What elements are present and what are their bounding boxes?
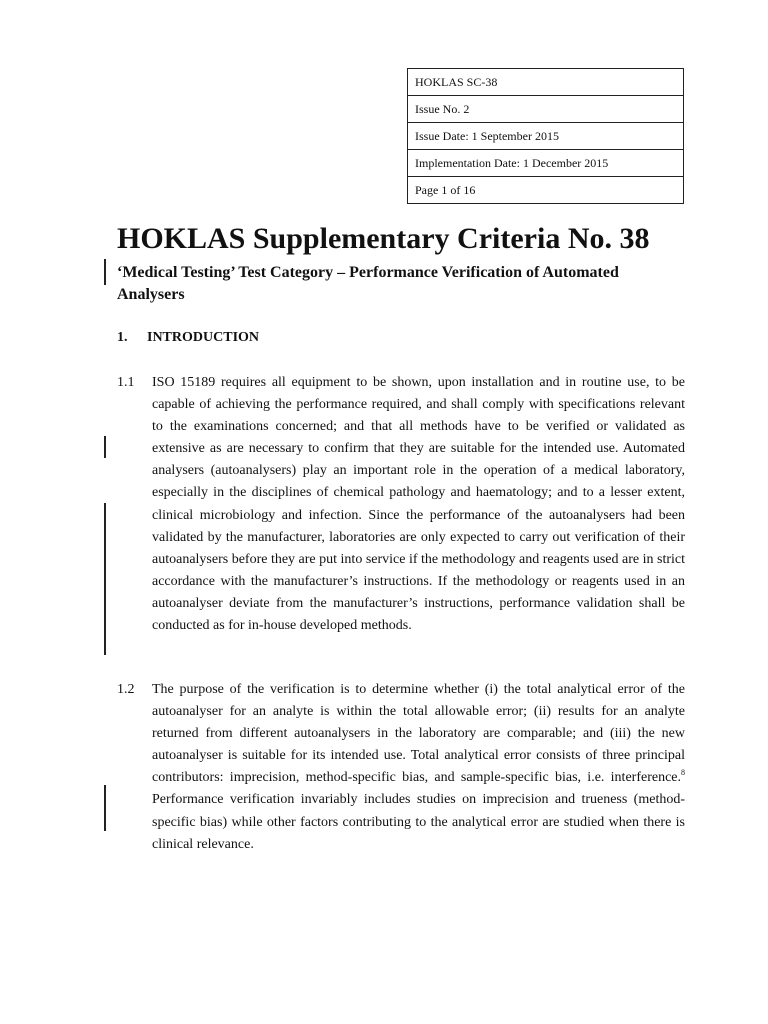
document-title: HOKLAS Supplementary Criteria No. 38	[117, 222, 650, 255]
paragraph-text-part: Performance verification invariably includes studies on imprecision and trueness (method-specific bias) while other factors contributing to the analytical error are studied when there is clinical relevance.	[152, 792, 685, 852]
section-title: INTRODUCTION	[147, 330, 260, 345]
section-number: 1.	[117, 330, 128, 345]
section-heading	[117, 327, 259, 349]
paragraph-1-1	[117, 372, 685, 637]
implementation-date: Implementation Date: 1 December 2015	[408, 150, 684, 177]
revision-change-bar	[104, 436, 106, 458]
revision-change-bar	[104, 503, 106, 655]
paragraph-text: ISO 15189 requires all equipment to be shown, upon installation and in routine use, to be capable of achieving the performance required, and shall comply with specifications relevant to the examinations concerned; and that all methods have to be verified or validated as extensive as are necessary to confirm that they are suitable for the intended use. Automated analysers (autoanalysers) play an important role in the operation of a medical laboratory, especially in the disciplines of chemical pathology and haematology; and to a lesser extent, clinical microbiology and infection. Since the performance of the autoanalysers had been validated by the manufacturer, laboratories are only expected to carry out verification of their autoanalysers before they are put into service if the methodology and reagents used are in strict accordance with the manufacturer’s instructions. If the methodology or reagents used in an autoanalyser deviate from the manufacturer’s instructions, performance validation shall be conducted as for in-house developed methods.	[152, 375, 685, 634]
paragraph-text-part: The purpose of the verification is to determine whether (i) the total analytical error of the autoanalyser for an analyte is within the total allowable error; (ii) results for an analyte returned from different autoanalysers in the laboratory are comparable; and (iii) the new autoanalyser is suitable for its intended use. Total analytical error consists of three principal contributors: imprecision, method-specific bias, and sample-specific bias, i.e. interference.	[152, 682, 685, 786]
revision-change-bar	[104, 785, 106, 831]
revision-change-bar	[104, 259, 106, 285]
issue-date: Issue Date: 1 September 2015	[408, 123, 684, 150]
document-subtitle: ‘Medical Testing’ Test Category – Performance Verification of Automated Analysers	[117, 264, 619, 303]
paragraph-text	[152, 679, 685, 856]
page-number: Page 1 of 16	[408, 177, 684, 204]
document-control-table	[407, 68, 684, 204]
doc-code: HOKLAS SC-38	[408, 69, 684, 96]
paragraph-1-2	[117, 679, 685, 856]
issue-number: Issue No. 2	[408, 96, 684, 123]
paragraph-number: 1.2	[117, 682, 135, 697]
reference-superscript: 8	[681, 768, 685, 778]
paragraph-number: 1.1	[117, 375, 135, 390]
